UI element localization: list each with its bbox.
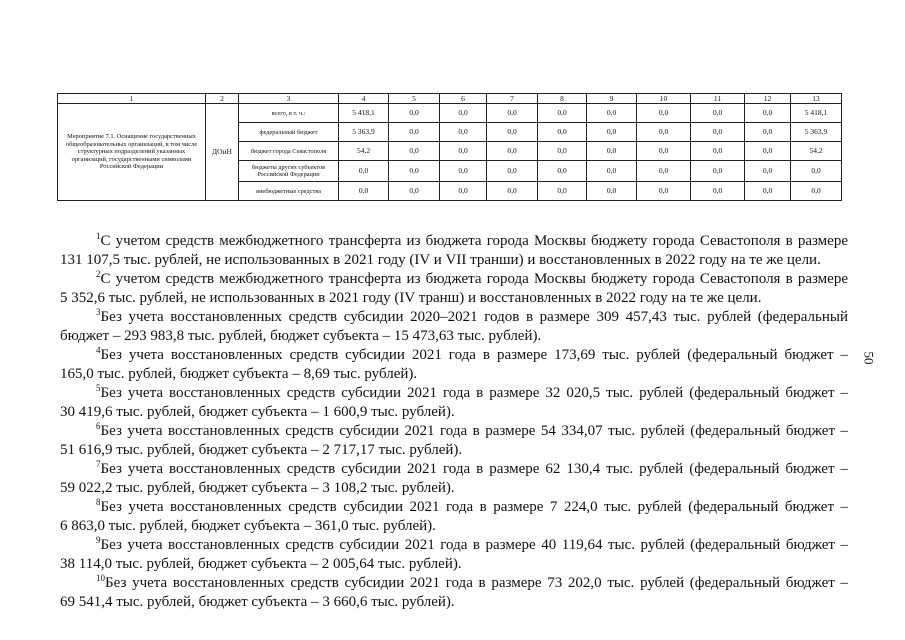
footnote [60, 460, 848, 498]
footnote-line: 51 616,9 тыс. рублей, бюджет субъекта – 2 717,17 тыс. рублей). [60, 442, 463, 458]
footnote [60, 498, 848, 536]
footnote-line: $^5$Без учета восстановленных средств субсидии 2021 года в размере 32 020,5 тыс. рублей (федеральный бюджет – [96, 383, 848, 401]
value-cell: 0,0 [587, 104, 637, 123]
value-cell: 5 418,1 [339, 104, 389, 123]
value-cell: 0,0 [691, 161, 745, 182]
footnote-line: 6 863,0 тыс. рублей, бюджет субъекта – 361,0 тыс. рублей). [60, 518, 436, 534]
value-cell: 0,0 [587, 142, 637, 161]
footnote-line: $^1$С учетом средств межбюджетного трансферта из бюджета города Москвы бюджету города Севастополя в размере [96, 231, 848, 249]
funding-source-cell: бюджеты других субъектов Российской Федерации [239, 161, 339, 182]
footnote [60, 232, 848, 270]
column-number-row [58, 94, 842, 104]
footnote-mark: 1 [96, 231, 101, 241]
value-cell: 0,0 [339, 182, 389, 201]
value-cell: 0,0 [538, 123, 587, 142]
value-cell: 0,0 [745, 123, 791, 142]
value-cell: 5 418,1 [791, 104, 842, 123]
column-number: 8 [538, 94, 587, 104]
footnote-line: $^4$Без учета восстановленных средств субсидии 2021 года в размере 173,69 тыс. рублей (федеральный бюджет – [96, 345, 848, 363]
value-cell: 0,0 [587, 161, 637, 182]
value-cell: 0,0 [791, 182, 842, 201]
footnote-mark: 3 [96, 307, 101, 317]
value-cell: 0,0 [440, 182, 487, 201]
footnote-line: 38 114,0 тыс. рублей, бюджет субъекта – 2 005,64 тыс. рублей). [60, 556, 462, 572]
value-cell: 0,0 [745, 142, 791, 161]
budget-table [57, 93, 842, 201]
value-cell: 0,0 [487, 123, 538, 142]
column-number: 3 [239, 94, 339, 104]
table-row [58, 104, 842, 123]
column-number: 5 [389, 94, 440, 104]
footnote-line: $^8$Без учета восстановленных средств субсидии 2021 года в размере 7 224,0 тыс. рублей (федеральный бюджет – [96, 497, 848, 515]
value-cell: 0,0 [389, 161, 440, 182]
value-cell: 0,0 [487, 142, 538, 161]
value-cell: 0,0 [637, 123, 691, 142]
value-cell: 0,0 [389, 182, 440, 201]
value-cell: 0,0 [637, 104, 691, 123]
footnote-mark: 10 [96, 573, 105, 583]
value-cell: 0,0 [440, 142, 487, 161]
column-number: 1 [58, 94, 206, 104]
footnote [60, 308, 848, 346]
value-cell: 0,0 [339, 161, 389, 182]
column-number: 6 [440, 94, 487, 104]
footnote-line: 59 022,2 тыс. рублей, бюджет субъекта – 3 108,2 тыс. рублей). [60, 480, 455, 496]
column-number: 10 [637, 94, 691, 104]
value-cell: 0,0 [691, 104, 745, 123]
value-cell: 0,0 [538, 142, 587, 161]
value-cell: 0,0 [587, 182, 637, 201]
value-cell: 0,0 [538, 104, 587, 123]
value-cell: 0,0 [691, 142, 745, 161]
column-number: 9 [587, 94, 637, 104]
footnote-mark: 2 [96, 269, 101, 279]
value-cell: 0,0 [440, 104, 487, 123]
funding-source-cell: федеральный бюджет [239, 123, 339, 142]
footnote [60, 346, 848, 384]
value-cell: 0,0 [487, 161, 538, 182]
value-cell: 0,0 [691, 182, 745, 201]
footnote-mark: 6 [96, 421, 101, 431]
column-number: 7 [487, 94, 538, 104]
footnote-mark: 8 [96, 497, 101, 507]
footnote [60, 270, 848, 308]
footnote [60, 574, 848, 612]
column-number: 13 [791, 94, 842, 104]
value-cell: 54,2 [339, 142, 389, 161]
value-cell: 0,0 [637, 182, 691, 201]
value-cell: 0,0 [637, 161, 691, 182]
value-cell: 0,0 [440, 123, 487, 142]
value-cell: 0,0 [538, 182, 587, 201]
funding-source-cell: внебюджетные средства [239, 182, 339, 201]
footnote-line: 165,0 тыс. рублей, бюджет субъекта – 8,69 тыс. рублей). [60, 366, 418, 382]
value-cell: 5 363,9 [791, 123, 842, 142]
value-cell: 0,0 [745, 182, 791, 201]
footnote-mark: 9 [96, 535, 101, 545]
footnote-mark: 5 [96, 383, 101, 393]
footnote-line: 131 107,5 тыс. рублей, не использованных в 2021 году (IV и VII транши) и восстановленных в 2022 году на те же цели. [60, 252, 821, 268]
footnote-mark: 4 [96, 345, 101, 355]
footnote-line: $^3$Без учета восстановленных средств субсидии 2020–2021 годов в размере 309 457,43 тыс. рублей (федеральный [96, 307, 848, 325]
value-cell: 0,0 [745, 104, 791, 123]
footnote [60, 536, 848, 574]
value-cell: 0,0 [691, 123, 745, 142]
footnote [60, 384, 848, 422]
funding-source-cell: всего, в т. ч.: [239, 104, 339, 123]
value-cell: 0,0 [637, 142, 691, 161]
value-cell: 0,0 [487, 182, 538, 201]
value-cell: 0,0 [587, 123, 637, 142]
value-cell: 54,2 [791, 142, 842, 161]
footnote-line: $^{10}$Без учета восстановленных средств субсидии 2021 года в размере 73 202,0 тыс. рублей (федеральный бюджет – [96, 573, 848, 591]
footnote-line: $^7$Без учета восстановленных средств субсидии 2021 года в размере 62 130,4 тыс. рублей (федеральный бюджет – [96, 459, 848, 477]
event-name-cell: Мероприятие 7.1. Оснащение государственных общеобразовательных организаций, в том числе структурных подразделений указанных организаций, государственными символами Российской Федерации [58, 104, 206, 201]
value-cell: 0,0 [440, 161, 487, 182]
value-cell: 0,0 [389, 123, 440, 142]
funding-source-cell: бюджет города Севастополя [239, 142, 339, 161]
page-number: 50 [861, 351, 877, 365]
value-cell: 0,0 [745, 161, 791, 182]
footnote-line: $^6$Без учета восстановленных средств субсидии 2021 года в размере 54 334,07 тыс. рублей (федеральный бюджет – [96, 421, 848, 439]
value-cell: 0,0 [389, 142, 440, 161]
value-cell: 0,0 [538, 161, 587, 182]
footnote-line: $^2$С учетом средств межбюджетного трансферта из бюджета города Москвы бюджету города Севастополя в размере [96, 269, 848, 287]
executor-cell: ДОиН [206, 104, 239, 201]
column-number: 11 [691, 94, 745, 104]
footnote-line: бюджет – 293 983,8 тыс. рублей, бюджет субъекта – 15 473,63 тыс. рублей). [60, 328, 542, 344]
column-number: 2 [206, 94, 239, 104]
footnote [60, 422, 848, 460]
value-cell: 5 363,9 [339, 123, 389, 142]
footnote-line: 69 541,4 тыс. рублей, бюджет субъекта – 3 660,6 тыс. рублей). [60, 594, 455, 610]
footnote-line: 5 352,6 тыс. рублей, не использованных в 2021 году (IV транш) и восстановленных в 2022 году на те же цели. [60, 290, 762, 306]
footnote-line: $^9$Без учета восстановленных средств субсидии 2021 года в размере 40 119,64 тыс. рублей (федеральный бюджет – [96, 535, 848, 553]
value-cell: 0,0 [791, 161, 842, 182]
value-cell: 0,0 [389, 104, 440, 123]
column-number: 4 [339, 94, 389, 104]
footnote-line: 30 419,6 тыс. рублей, бюджет субъекта – 1 600,9 тыс. рублей). [60, 404, 455, 420]
value-cell: 0,0 [487, 104, 538, 123]
footnote-mark: 7 [96, 459, 101, 469]
column-number: 12 [745, 94, 791, 104]
